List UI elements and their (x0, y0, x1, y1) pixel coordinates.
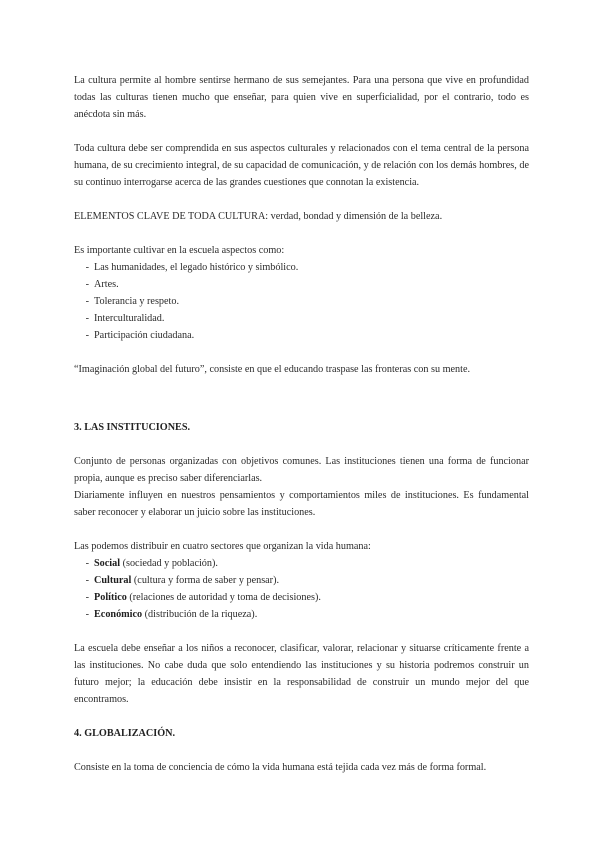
paragraph-culture-brotherhood: La cultura permite al hombre sentirse hermano de sus semejantes. Para una persona que vive en profundidad todas las culturas tienen mucho que enseñar, para quien vive en superficialidad, por el contrario, todo es anécdota sin más. (74, 75, 529, 120)
sector-description: (cultura y forma de saber y pensar). (131, 575, 280, 586)
paragraph-institutions-definition: Conjunto de personas organizadas con objetivos comunes. Las instituciones tienen una forma de funcionar propia, aunque es preciso saber diferenciarlas. (74, 456, 529, 484)
list-item (74, 555, 529, 572)
list-item: - Interculturalidad. (74, 310, 529, 327)
list-item: - Tolerancia y respeto. (74, 293, 529, 310)
list-intro-school-aspects: Es importante cultivar en la escuela aspectos como: (74, 245, 285, 256)
list-school-aspects (74, 259, 529, 344)
list-item (74, 572, 529, 589)
list-item: - Las humanidades, el legado histórico y simbólico. (74, 259, 529, 276)
sector-term: Económico (94, 609, 143, 620)
list-item (74, 589, 529, 606)
list-item: - Artes. (74, 276, 529, 293)
sector-term: Político (94, 592, 127, 603)
sector-term: Social (94, 558, 121, 569)
sector-description: (sociedad y población). (120, 558, 218, 569)
paragraph-culture-understanding: Toda cultura debe ser comprendida en sus aspectos culturales y relacionados con el tema central de la persona humana, de su crecimiento integral, de su capacidad de comunicación, y de relación con los demás hombres, de su continuo interrogarse acerca de las grandes cuestiones que connotan la existencia. (74, 143, 529, 188)
list-sectors (74, 555, 529, 623)
section-heading-institutions: 3. LAS INSTITUCIONES. (74, 422, 191, 433)
list-intro-sectors: Las podemos distribuir en cuatro sectores que organizan la vida humana: (74, 541, 371, 552)
sector-description: (distribución de la riqueza). (142, 609, 258, 620)
section-heading-globalization: 4. GLOBALIZACIÓN. (74, 728, 176, 739)
list-item: - Participación ciudadana. (74, 327, 529, 344)
paragraph-institutions-influence: Diariamente influyen en nuestros pensamientos y comportamientos miles de instituciones. Es fundamental saber reconocer y elaborar un juicio sobre las instituciones. (74, 490, 529, 518)
document-body (74, 72, 529, 776)
sector-description: (relaciones de autoridad y toma de decisiones). (126, 592, 321, 603)
list-item (74, 606, 529, 623)
paragraph-global-imagination: “Imaginación global del futuro”, consiste en que el educando traspase las fronteras con su mente. (74, 364, 471, 375)
paragraph-school-institutions: La escuela debe enseñar a los niños a reconocer, clasificar, valorar, relacionar y situarse críticamente frente a las instituciones. No cabe duda que solo entendiendo las instituciones y su historia podremos construir un futuro mejor; la educación debe insistir en la responsabilidad de construir un mundo mejor del que encontramos. (74, 643, 529, 705)
paragraph-key-elements: ELEMENTOS CLAVE DE TODA CULTURA: verdad, bondad y dimensión de la belleza. (74, 211, 443, 222)
sector-term: Cultural (94, 575, 132, 586)
paragraph-globalization: Consiste en la toma de conciencia de cómo la vida humana está tejida cada vez más de forma formal. (74, 762, 487, 773)
